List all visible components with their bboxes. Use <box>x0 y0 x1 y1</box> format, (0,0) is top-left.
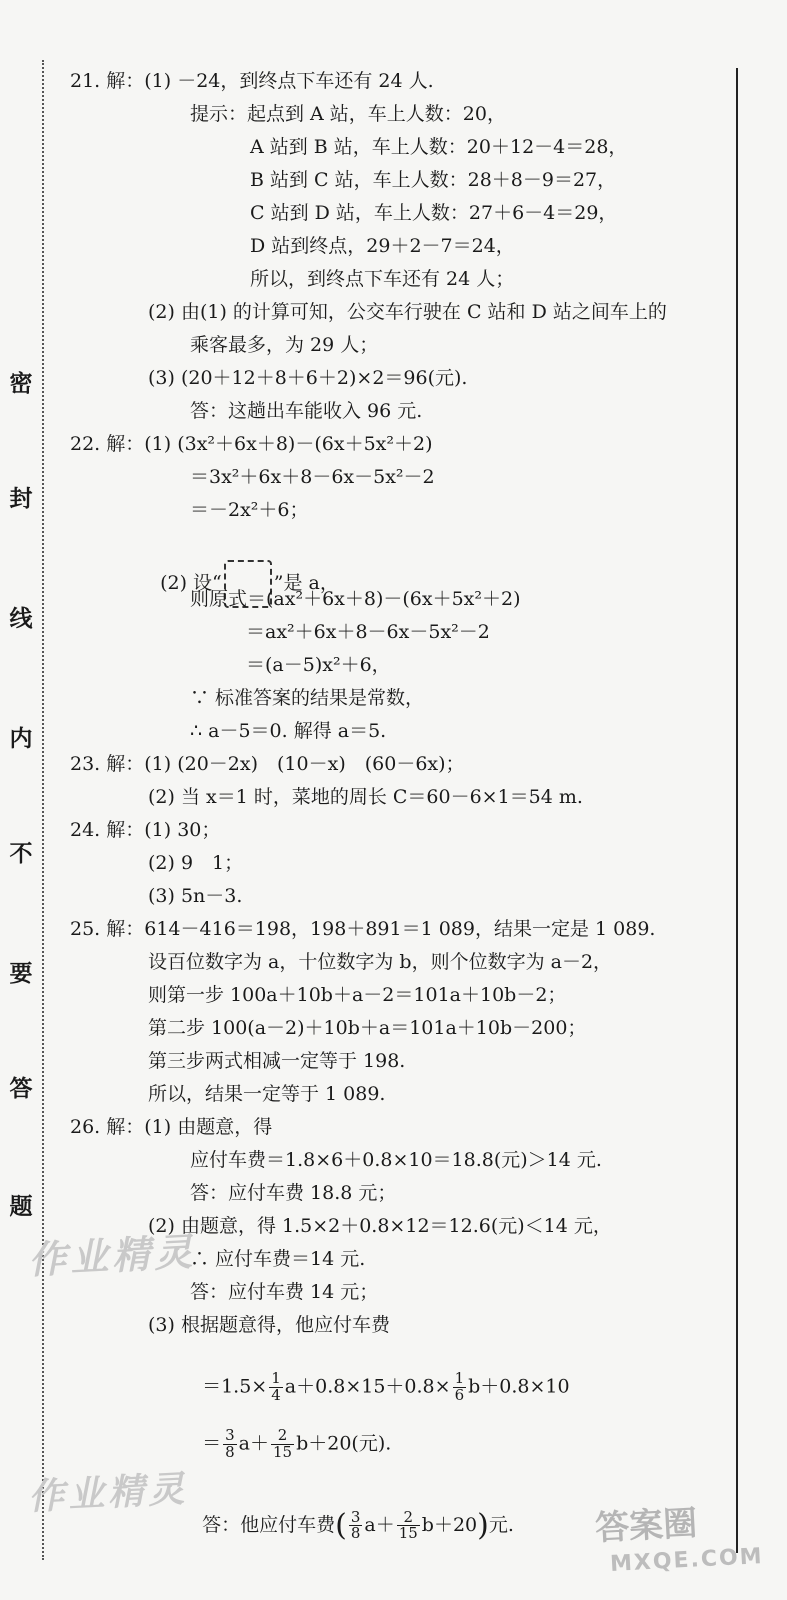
answer-line: (2) 由题意，得 1.5×2＋0.8×12＝12.6(元)＜14 元， <box>148 1215 612 1237</box>
answer-line: 则第一步 100a＋10b＋a－2＝101a＋10b－2； <box>148 984 567 1006</box>
formula-line <box>190 1348 570 1403</box>
formula-text: a＋ <box>364 1513 395 1536</box>
fraction <box>397 1507 420 1543</box>
fraction <box>453 1368 467 1404</box>
numerator: 2 <box>271 1428 294 1445</box>
fraction <box>349 1507 363 1543</box>
right-paren: ) <box>477 1507 489 1543</box>
answer-text: (2) 设“ <box>160 571 222 594</box>
formula-text: b＋0.8×10 <box>468 1375 570 1398</box>
answer-line: 26. 解：(1) 由题意，得 <box>70 1116 273 1138</box>
numerator: 2 <box>397 1510 420 1527</box>
denominator: 15 <box>272 1442 293 1461</box>
answer-line: 第二步 100(a－2)＋10b＋a＝101a＋10b－200； <box>148 1017 587 1039</box>
formula-text: 元. <box>488 1513 514 1536</box>
answer-line: (2) 当 x＝1 时，菜地的周长 C＝60－6×1＝54 m. <box>148 786 583 808</box>
seal-char: 线 <box>9 605 33 632</box>
seal-line <box>42 60 44 1560</box>
watermark: 答案圈 <box>594 1503 699 1549</box>
seal-char: 题 <box>9 1193 33 1220</box>
answer-line: C 站到 D 站，车上人数：27＋6－4＝29， <box>250 202 618 224</box>
answer-line: 22. 解：(1) (3x²＋6x＋8)－(6x＋5x²＋2) <box>70 433 433 455</box>
formula-text: ＝ <box>202 1432 222 1455</box>
formula-text: ＝1.5× <box>202 1375 268 1398</box>
numerator: 3 <box>225 1425 235 1444</box>
answer-line: B 站到 C 站，车上人数：28＋8－9＝27， <box>250 169 617 191</box>
answer-line: 应付车费＝1.8×6＋0.8×10＝18.8(元)＞14 元. <box>190 1149 602 1171</box>
answer-line: ∵ 标准答案的结果是常数， <box>190 687 425 709</box>
seal-char: 不 <box>9 840 33 867</box>
answer-line: 提示：起点到 A 站，车上人数：20， <box>190 103 506 125</box>
answer-line: ＝(a－5)x²＋6， <box>246 654 391 676</box>
denominator: 8 <box>350 1524 361 1543</box>
answer-line: (3) 根据题意得，他应付车费 <box>148 1314 390 1336</box>
seal-char: 内 <box>9 725 33 752</box>
seal-char: 密 <box>9 370 33 397</box>
formula-text: a＋ <box>238 1432 269 1455</box>
answer-line: D 站到终点，29＋2－7＝24， <box>250 235 515 257</box>
denominator: 6 <box>454 1385 465 1404</box>
watermark: MXQE.COM <box>609 1543 765 1578</box>
formula-text: b＋20(元). <box>296 1432 392 1455</box>
answer-line: 25. 解：614－416＝198，198＋891＝1 089，结果一定是 1 089. <box>70 918 656 940</box>
fraction <box>223 1425 237 1461</box>
answer-line: (2) 由(1) 的计算可知，公交车行驶在 C 站和 D 站之间车上的 <box>148 301 667 323</box>
answer-text: ”是 a， <box>273 571 339 594</box>
numerator: 1 <box>271 1368 281 1387</box>
answer-line: ＝－2x²＋6； <box>190 499 309 521</box>
formula-text: b＋20 <box>421 1513 478 1536</box>
answer-line: 23. 解：(1) (20－2x) (10－x) (60－6x)； <box>70 753 465 775</box>
answer-line: 24. 解：(1) 30； <box>70 819 221 841</box>
answer-line: 21. 解：(1) －24，到终点下车还有 24 人. <box>70 70 434 92</box>
formula-text: a＋0.8×15＋0.8× <box>284 1375 451 1398</box>
formula-line <box>190 1405 391 1460</box>
answer-line: 所以，到终点下车还有 24 人； <box>250 268 515 290</box>
answer-line: 第三步两式相减一定等于 198. <box>148 1050 406 1072</box>
answer-line: ＝3x²＋6x＋8－6x－5x²－2 <box>190 466 435 488</box>
answer-line: 乘客最多，为 29 人； <box>190 334 379 356</box>
answer-line: ∴ 应付车费＝14 元. <box>190 1248 366 1270</box>
watermark: 作业精灵 <box>27 1468 190 1519</box>
formula-line <box>190 1485 514 1544</box>
numerator: 1 <box>454 1368 465 1387</box>
seal-char: 答 <box>9 1075 33 1102</box>
answer-line: (2) 9 1； <box>148 852 244 874</box>
answer-line: ＝ax²＋6x＋8－6x－5x²－2 <box>246 621 490 643</box>
answer-line: 答：应付车费 18.8 元； <box>190 1182 397 1204</box>
numerator: 3 <box>350 1507 361 1526</box>
answer-line: A 站到 B 站，车上人数：20＋12－4＝28， <box>250 136 628 158</box>
answer-line: 答：应付车费 14 元； <box>190 1281 379 1303</box>
right-border-rule <box>736 68 738 1553</box>
left-paren: ( <box>335 1507 347 1543</box>
fraction <box>269 1368 283 1404</box>
formula-text: 答：他应付车费 <box>202 1513 336 1536</box>
answer-line: ∴ a－5＝0. 解得 a＝5. <box>190 720 387 742</box>
answer-line: 设百位数字为 a，十位数字为 b，则个位数字为 a－2， <box>148 951 613 973</box>
answer-line: 则原式＝(ax²＋6x＋8)－(6x＋5x²＋2) <box>190 588 521 610</box>
denominator: 8 <box>225 1442 235 1461</box>
answer-line: 答：这趟出车能收入 96 元. <box>190 400 423 422</box>
seal-char: 封 <box>9 485 33 512</box>
fraction <box>271 1425 294 1461</box>
seal-char: 要 <box>9 960 33 987</box>
answer-line: (3) (20＋12＋8＋6＋2)×2＝96(元). <box>148 367 468 389</box>
answer-line: (3) 5n－3. <box>148 885 243 907</box>
answer-line: 所以，结果一定等于 1 089. <box>148 1083 386 1105</box>
denominator: 15 <box>398 1524 418 1543</box>
denominator: 4 <box>271 1385 281 1404</box>
watermark: 作业精灵 <box>27 1229 198 1283</box>
